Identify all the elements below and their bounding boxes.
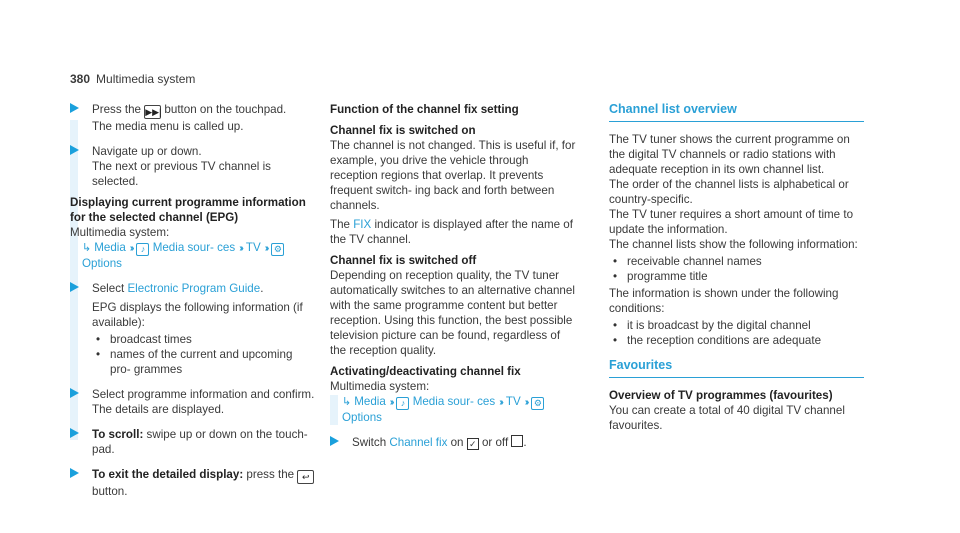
channel-list-overview-heading: Channel list overview xyxy=(609,102,864,122)
path-start-icon: ↳ xyxy=(342,396,352,408)
list-item: • the reception conditions are adequate xyxy=(625,333,864,348)
epg-info-list xyxy=(92,332,315,377)
paragraph: The order of the channel lists is alphabetical or country-specific. xyxy=(609,178,849,206)
list-item: • receivable channel names xyxy=(625,254,864,269)
path-media-sources[interactable]: Media sour- ces xyxy=(412,395,496,408)
step-text: button on the touchpad. xyxy=(161,103,287,116)
channel-fix-off-text: Depending on reception quality, the TV tuner automatically switches to an alternative channel with the same programme content but better reception. Using this function, the best possible television picture can be found, regardless of the reception quality. xyxy=(330,269,575,357)
favourites-text: You can create a total of 40 digital TV channel favourites. xyxy=(609,404,845,432)
step-arrow-icon xyxy=(70,428,79,438)
step-text: Navigate up or down. xyxy=(92,145,202,158)
chevron-right-icon: ›› xyxy=(499,397,502,408)
epg-heading: Displaying current programme information for the selected channel (EPG) xyxy=(70,196,306,224)
chevron-right-icon: ›› xyxy=(239,243,242,254)
options-gear-icon: ⚙ xyxy=(531,397,544,410)
conditions-list xyxy=(609,318,864,348)
paragraph: The channel lists show the following information: xyxy=(609,238,858,251)
back-key-icon: ↩ xyxy=(297,470,314,484)
channel-fix-heading: Function of the channel fix setting xyxy=(330,103,519,116)
skip-forward-key-icon: ▶▶| xyxy=(145,107,162,117)
step-select-programme xyxy=(70,387,315,417)
menu-path xyxy=(70,240,315,271)
step-arrow-icon xyxy=(330,436,339,446)
step-text: or off xyxy=(478,436,512,449)
step-result: EPG displays the following information (if available): xyxy=(92,301,303,329)
step-text: . xyxy=(523,436,527,449)
step-arrow-icon xyxy=(70,468,79,478)
step-result: The next or previous TV channel is selected. xyxy=(92,160,271,188)
step-arrow-icon xyxy=(70,145,79,155)
chevron-right-icon: ›› xyxy=(389,397,393,408)
path-media[interactable]: Media xyxy=(94,241,126,254)
step-text: press the xyxy=(243,468,298,481)
step-select-epg xyxy=(70,281,315,377)
fix-indicator: FIX xyxy=(353,218,372,231)
fix-indicator-text: The FIX indicator is displayed after the name of the TV channel. xyxy=(330,218,573,246)
step-exit-display xyxy=(70,467,315,499)
chevron-right-icon: ›› xyxy=(524,397,528,408)
media-sources-icon: ♪ xyxy=(136,243,149,256)
list-item: • broadcast times xyxy=(108,332,315,347)
step-text: on xyxy=(447,436,467,449)
step-arrow-icon xyxy=(70,388,79,398)
step-text: swipe up or down on the touch- pad. xyxy=(92,428,308,456)
channel-fix-on-heading: Channel fix is switched on xyxy=(330,124,476,137)
checkbox-checked-icon: ✓ xyxy=(467,438,479,450)
list-item: • it is broadcast by the digital channel xyxy=(625,318,864,333)
path-tv[interactable]: TV xyxy=(505,395,521,408)
column-left xyxy=(70,102,315,499)
step-arrow-icon xyxy=(70,103,79,113)
page-number: 380 xyxy=(70,72,91,86)
step-text: Press the xyxy=(92,103,145,116)
link-electronic-program-guide[interactable]: Electronic Program Guide xyxy=(127,282,261,295)
column-middle xyxy=(330,102,578,450)
section-title: Multimedia system xyxy=(96,72,196,86)
menu-path xyxy=(330,394,578,425)
chevron-right-icon: ›› xyxy=(264,243,268,254)
activate-channel-fix-heading: Activating/deactivating channel fix xyxy=(330,365,521,378)
path-options[interactable]: Options xyxy=(342,411,382,424)
checkbox-unchecked-icon xyxy=(511,435,523,447)
path-media[interactable]: Media xyxy=(354,395,386,408)
paragraph: The TV tuner requires a short amount of time to update the information. xyxy=(609,208,854,236)
link-channel-fix[interactable]: Channel fix xyxy=(389,436,448,449)
channel-info-list xyxy=(609,254,864,284)
step-text: . xyxy=(260,282,264,295)
step-bold: To scroll: xyxy=(92,428,144,441)
favourites-heading: Favourites xyxy=(609,358,864,378)
path-media-sources[interactable]: Media sour- ces xyxy=(152,241,236,254)
step-text: button. xyxy=(92,485,128,498)
channel-fix-on-text: The channel is not changed. This is useful if, for example, you drive the vehicle through reception regions that overlap. It prevents frequent switch- ing back and forth between channels. xyxy=(330,139,576,212)
media-sources-icon: ♪ xyxy=(396,397,409,410)
step-switch-channel-fix xyxy=(330,435,578,450)
path-tv[interactable]: TV xyxy=(245,241,261,254)
step-scroll xyxy=(70,427,315,457)
page-header xyxy=(70,72,195,87)
epg-system-label: Multimedia system: xyxy=(70,226,170,239)
step-navigate xyxy=(70,144,315,189)
list-item: • programme title xyxy=(625,269,864,284)
step-text: Select programme information and confirm. The details are displayed. xyxy=(92,388,315,416)
column-right xyxy=(609,102,864,433)
channel-fix-off-heading: Channel fix is switched off xyxy=(330,254,477,267)
step-result: The media menu is called up. xyxy=(92,120,244,133)
step-press-button xyxy=(70,102,315,134)
activate-system-label: Multimedia system: xyxy=(330,380,430,393)
step-text: Switch xyxy=(352,436,390,449)
step-text: Select xyxy=(92,282,128,295)
chevron-right-icon: ›› xyxy=(129,243,133,254)
paragraph: The TV tuner shows the current programme on the digital TV channels or radio stations with adequate reception in its own channel list. xyxy=(609,133,850,176)
favourites-subheading: Overview of TV programmes (favourites) xyxy=(609,389,833,402)
options-gear-icon: ⚙ xyxy=(271,243,284,256)
list-item: • names of the current and upcoming pro- grammes xyxy=(108,347,315,377)
path-options[interactable]: Options xyxy=(82,257,122,270)
step-bold: To exit the detailed display: xyxy=(92,468,244,481)
path-start-icon: ↳ xyxy=(82,242,92,254)
step-arrow-icon xyxy=(70,282,79,292)
paragraph: The information is shown under the following conditions: xyxy=(609,287,839,315)
